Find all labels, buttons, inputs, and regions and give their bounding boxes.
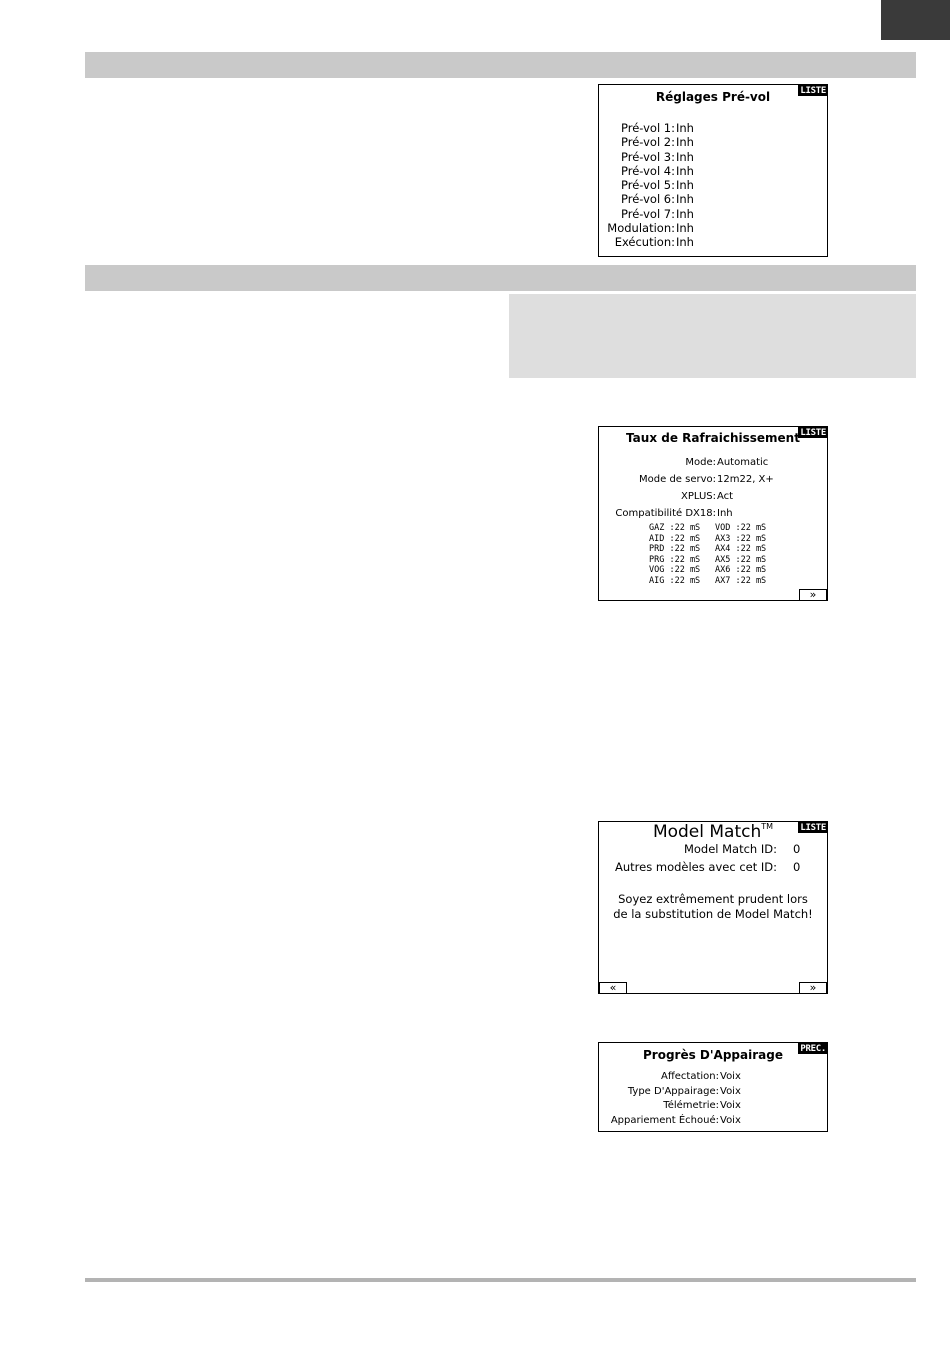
setting-value: Voix	[720, 1085, 741, 1097]
channel-item: VOG :22 mS	[649, 565, 701, 576]
screen-title: Taux de Rafraichissement	[626, 431, 800, 445]
setting-label: Compatibilité DX18:	[615, 508, 716, 519]
next-page-button[interactable]: »	[799, 589, 827, 600]
setting-label: Type D'Appairage:	[627, 1085, 719, 1097]
setting-label: Mode de servo:	[639, 474, 716, 485]
setting-value: Inh	[676, 149, 694, 164]
setting-label: Model Match ID:	[683, 842, 777, 856]
setting-row[interactable]	[599, 454, 827, 471]
setting-row[interactable]	[599, 150, 827, 164]
channel-list-right	[715, 523, 766, 587]
model-match-screen	[598, 821, 828, 994]
channel-item: AX5 :22 mS	[715, 554, 767, 565]
channel-item: VOD :22 mS	[715, 523, 767, 533]
setting-value: Automatic	[717, 457, 769, 468]
preflight-settings-screen	[598, 84, 828, 257]
channel-item: AX4 :22 mS	[715, 544, 767, 555]
setting-label: Modulation:	[607, 221, 675, 236]
setting-value: Inh	[676, 178, 694, 193]
screen-title: Réglages Pré-vol	[655, 90, 771, 104]
setting-row[interactable]	[599, 121, 827, 135]
channel-item: AX3 :22 mS	[715, 533, 767, 544]
setting-row[interactable]	[599, 235, 827, 249]
pairing-progress-screen	[598, 1042, 828, 1132]
setting-row[interactable]	[599, 1070, 827, 1085]
setting-row[interactable]	[599, 164, 827, 178]
setting-label: Affectation:	[661, 1071, 719, 1082]
setting-label: Pré-vol 6:	[620, 192, 675, 207]
setting-row[interactable]	[599, 135, 827, 149]
setting-value: Inh	[676, 135, 694, 150]
list-tag[interactable]: LISTE	[800, 86, 826, 96]
section-header-bar-2	[85, 265, 916, 291]
channel-item: AX6 :22 mS	[715, 565, 767, 576]
channel-item: AX7 :22 mS	[715, 575, 767, 586]
setting-row[interactable]	[599, 505, 827, 522]
warning-message: Soyez extrêmement prudent lors de la substitution de Model Match!	[613, 892, 813, 921]
setting-row[interactable]	[599, 1114, 827, 1129]
screen-title: Model Match™	[652, 822, 774, 842]
channel-list-left	[649, 523, 700, 587]
setting-label: Pré-vol 1:	[620, 121, 675, 135]
setting-value: 0	[793, 860, 801, 874]
setting-label: Pré-vol 4:	[620, 163, 675, 178]
setting-row[interactable]	[599, 221, 827, 235]
setting-label: Télémetrie:	[663, 1100, 719, 1111]
setting-value: Act	[717, 491, 734, 502]
channel-item: PRG :22 mS	[649, 554, 701, 565]
setting-value: Inh	[676, 192, 694, 207]
setting-label: Appariement Échoué:	[610, 1114, 719, 1126]
setting-row[interactable]	[599, 192, 827, 206]
screen-title: Progrès D'Appairage	[643, 1048, 783, 1062]
setting-value: Inh	[676, 206, 694, 221]
setting-label: Pré-vol 2:	[620, 135, 675, 150]
setting-value: Voix	[720, 1114, 741, 1126]
setting-label: XPLUS:	[681, 491, 716, 502]
setting-value: Inh	[676, 221, 694, 236]
trademark-mark: TM	[761, 822, 774, 831]
list-tag[interactable]: LISTE	[800, 428, 826, 438]
setting-row[interactable]	[599, 1099, 827, 1114]
footer-rule	[85, 1278, 916, 1282]
setting-value: 12m22, X+	[717, 474, 774, 485]
setting-row[interactable]	[599, 488, 827, 505]
setting-row[interactable]	[599, 178, 827, 192]
setting-label: Pré-vol 5:	[620, 178, 675, 193]
channel-item: AID :22 mS	[649, 533, 701, 544]
channel-item: AIG :22 mS	[649, 575, 701, 586]
setting-row[interactable]	[599, 840, 827, 858]
prev-tag[interactable]: PREC.	[800, 1044, 826, 1054]
refresh-rate-screen	[598, 426, 828, 601]
setting-label: Autres modèles avec cet ID:	[615, 860, 777, 874]
setting-value: Inh	[676, 163, 694, 178]
prev-page-button[interactable]: «	[599, 982, 627, 993]
setting-label: Exécution:	[614, 235, 675, 250]
setting-value: Voix	[720, 1071, 741, 1082]
setting-value: Inh	[676, 235, 694, 250]
setting-row[interactable]	[599, 1085, 827, 1100]
setting-label: Mode:	[685, 457, 716, 468]
setting-row[interactable]	[599, 207, 827, 221]
corner-tab	[881, 0, 950, 40]
section-header-bar-1	[85, 52, 916, 78]
note-box	[509, 294, 916, 378]
setting-value: Inh	[676, 121, 694, 135]
setting-value: Voix	[720, 1100, 741, 1111]
channel-item: GAZ :22 mS	[649, 523, 701, 533]
setting-value: 0	[793, 842, 801, 856]
setting-label: Pré-vol 3:	[620, 149, 675, 164]
setting-row	[599, 858, 827, 876]
next-page-button[interactable]: »	[799, 982, 827, 993]
setting-value: Inh	[717, 508, 733, 519]
setting-row[interactable]	[599, 471, 827, 488]
setting-label: Pré-vol 7:	[620, 206, 675, 221]
list-tag[interactable]: LISTE	[800, 823, 826, 833]
channel-item: PRD :22 mS	[649, 544, 701, 555]
